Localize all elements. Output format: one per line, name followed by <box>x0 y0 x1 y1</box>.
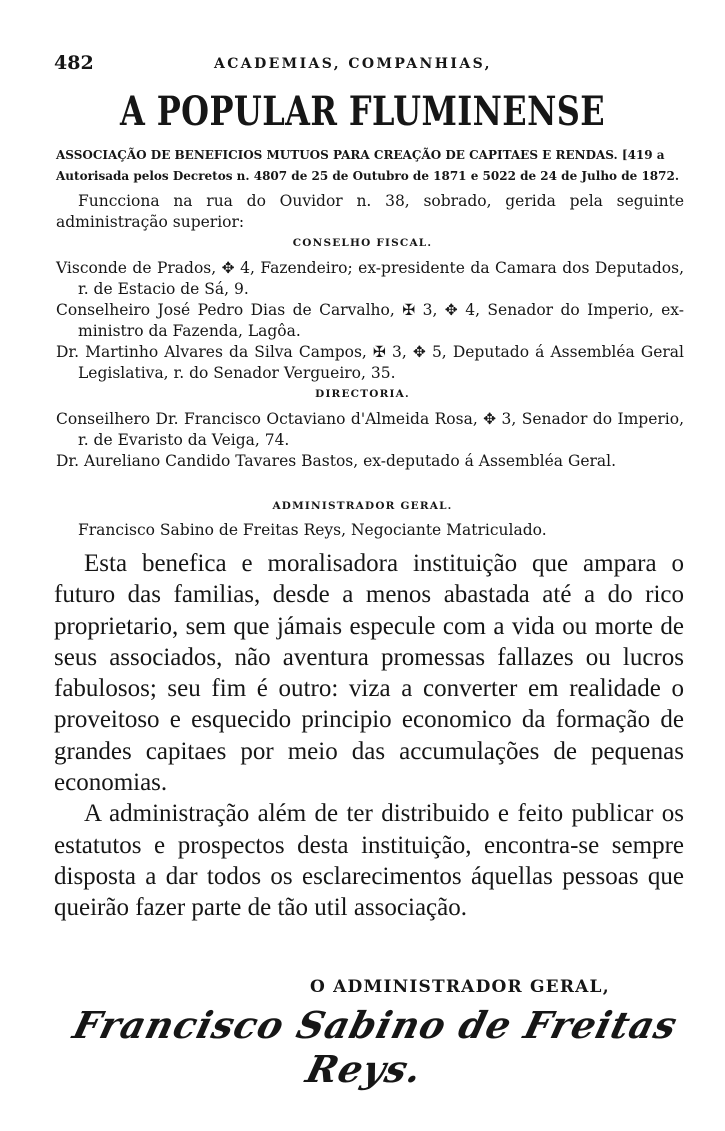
section-label-administrador: ADMINISTRADOR GERAL. <box>272 500 453 512</box>
fiscal-member-1: Visconde de Prados, ✥ 4, Fazendeiro; ex-presidente da Camara dos Deputados, r. de Estacio de Sá, 9. <box>56 259 684 298</box>
intro-paragraph: Funcciona na rua do Ouvidor n. 38, sobrado, gerida pela seguinte administração superior: <box>56 192 684 231</box>
directoria-member-2: Dr. Aureliano Candido Tavares Bastos, ex-deputado á Assembléa Geral. <box>56 452 617 470</box>
subtitle-association: ASSOCIAÇÃO DE BENEFICIOS MUTUOS PARA CREAÇÃO DE CAPITAES E RENDAS. [419 a <box>56 148 665 162</box>
page-number: 482 <box>54 52 94 74</box>
fiscal-member-2: Conselheiro José Pedro Dias de Carvalho, ✠ 3, ✥ 4, Senador do Imperio, ex-ministro da Fazenda, Lagôa. <box>56 301 684 340</box>
fiscal-member-3: Dr. Martinho Alvares da Silva Campos, ✠ 3, ✥ 5, Deputado á Assembléa Geral Legislativa, r. do Senador Vergueiro, 35. <box>56 343 684 382</box>
signature: Francisco Sabino de Freitas Reys. <box>68 1003 683 1091</box>
administrador-member: Francisco Sabino de Freitas Reys, Negociante Matriculado. <box>78 521 547 539</box>
section-label-directoria: DIRECTORIA. <box>315 388 410 400</box>
page-header <box>54 52 684 78</box>
directoria-member-1: Conseilhero Dr. Francisco Octaviano d'Almeida Rosa, ✥ 3, Senador do Imperio, r. de Evaristo da Veiga, 74. <box>56 410 684 449</box>
body-text <box>54 548 684 924</box>
body-paragraph-2: A administração além de ter distribuido e feito publicar os estatutos e prospectos desta instituição, encontra-se sempre disposta a dar todos os esclarecimentos áquellas pessoas que queirão fazer parte de tão util associação. <box>54 800 684 922</box>
section-label-fiscal: CONSELHO FISCAL. <box>292 237 433 249</box>
running-head: ACADEMIAS, COMPANHIAS, <box>214 56 492 72</box>
signoff: O ADMINISTRADOR GERAL, <box>310 977 610 997</box>
page-title: A POPULAR FLUMINENSE <box>119 88 606 135</box>
subtitle-decrees: Autorisada pelos Decretos n. 4807 de 25 de Outubro de 1871 e 5022 de 24 de Julho de 1872. <box>56 169 680 183</box>
body-paragraph-1: Esta benefica e moralisadora instituição que ampara o futuro das familias, desde a menos abastada até a do rico proprietario, sem que jámais especule com a vida ou morte de seus associados, não aventura promessas fallazes ou lucros fabulosos; seu fim é outro: viza a converter em realidade o proveitoso e esquecido principio economico da formação de grandes capitaes por meio das accumulações de pequenas economias. <box>54 550 684 797</box>
